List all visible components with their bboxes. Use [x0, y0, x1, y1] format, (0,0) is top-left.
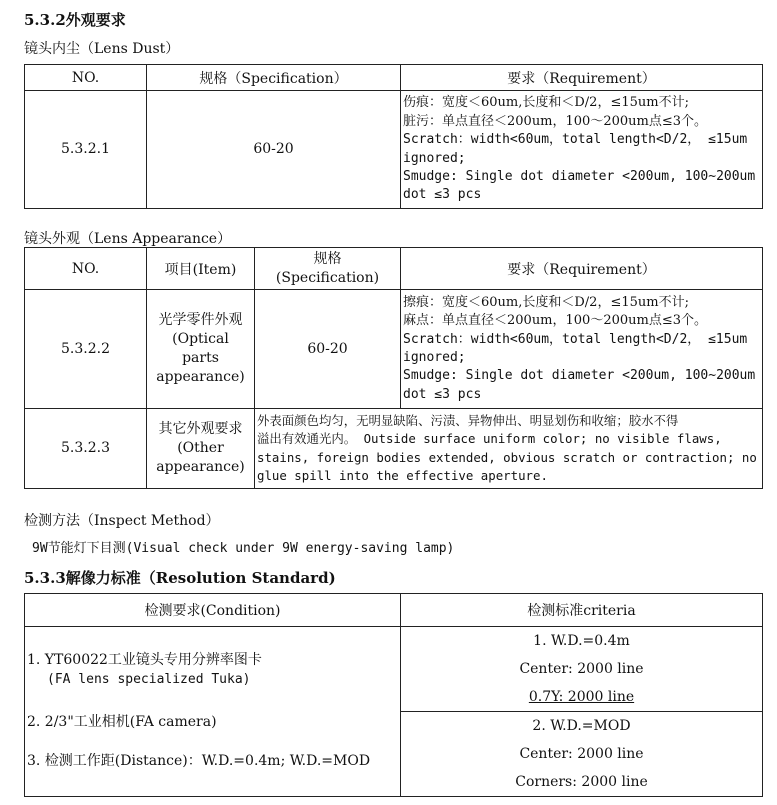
req-line: 麻点：单点直径＜200um，100～200um点≤3个。: [403, 313, 708, 329]
req-line: 脏污：单点直径＜200um，100～200um点≤3个。: [403, 113, 708, 129]
table-row: [25, 290, 763, 409]
item-line: 其它外观要求: [158, 421, 243, 437]
req-line: Smudge: Single dot diameter <200um, 100~200um: [403, 368, 756, 384]
criteria-line: Corners: 2000 line: [515, 774, 648, 790]
criteria-cell-a: [401, 627, 763, 712]
lens-dust-label: 镜头内尘（Lens Dust）: [24, 41, 180, 57]
req-line: 溢出有效通光内。 Outside surface uniform color; no visible flaws,: [257, 431, 722, 447]
criteria-line: 2. W.D.=MOD: [532, 718, 631, 734]
col-header-condition: 检测要求(Condition): [25, 594, 401, 627]
item-line: (Other: [177, 440, 224, 456]
inspect-method-label: 检测方法（Inspect Method）: [24, 513, 220, 529]
col-header-item: 项目(Item): [147, 248, 255, 290]
criteria-line: 1. W.D.=0.4m: [533, 633, 630, 649]
col-header-req: 要求（Requirement）: [401, 65, 763, 91]
col-header-criteria: 检测标准criteria: [401, 594, 763, 627]
col-header-spec: 规格（Specification）: [147, 65, 401, 91]
req-line: 外表面颜色均匀，无明显缺陷、污渍、异物伸出、明显划伤和收缩；胶水不得: [257, 412, 679, 428]
row-no: 5.3.2.2: [25, 290, 147, 409]
item-line: parts: [182, 350, 219, 366]
item-line: appearance): [156, 459, 245, 475]
lens-dust-table: [24, 64, 763, 209]
criteria-cell-b: [401, 712, 763, 797]
req-line: stains, foreign bodies extended, obvious scratch or contraction; no: [257, 449, 757, 465]
condition-line: 1. YT60022工业镜头专用分辨率图卡: [27, 652, 262, 668]
lens-appearance-label: 镜头外观（Lens Appearance）: [24, 231, 232, 247]
lens-appearance-table: [24, 247, 763, 489]
req-line: Scratch：width<60um，total length<D/2， ≤15um: [403, 132, 748, 148]
criteria-line: Center: 2000 line: [519, 661, 644, 677]
req-line: ignored;: [403, 350, 466, 365]
req-line: dot ≤3 pcs: [403, 386, 482, 402]
section-532-heading: 5.3.2外观要求: [24, 11, 126, 29]
row-spec: 60-20: [147, 91, 401, 209]
req-line: ignored;: [403, 150, 466, 166]
row-item: [147, 409, 255, 489]
row-requirement: [401, 91, 763, 209]
condition-2: 2. 2/3"工业相机(FA camera): [27, 714, 217, 730]
col-header-no: NO.: [25, 65, 147, 91]
col-header-no: NO.: [25, 248, 147, 290]
resolution-table: [24, 593, 763, 797]
spec-header-line: (Specification): [275, 269, 380, 286]
item-line: 光学零件外观: [158, 312, 243, 328]
req-line: 擦痕：宽度＜60um,长度和＜D/2，≤15um不计;: [403, 294, 689, 310]
row-no: 5.3.2.3: [25, 409, 147, 489]
table-row: [25, 409, 763, 489]
spec-header-line: 规格: [313, 250, 342, 267]
req-line: 伤痕：宽度＜60um,长度和＜D/2，≤15um不计;: [403, 95, 689, 111]
req-line: glue spill into the effective aperture.: [257, 467, 548, 483]
table-row: [25, 627, 763, 712]
row-requirement: [401, 290, 763, 409]
conditions-cell: [25, 627, 401, 797]
criteria-line: Center: 2000 line: [519, 746, 644, 762]
req-line: Scratch：width<60um，total length<D/2， ≤15um: [403, 331, 748, 347]
condition-1: [27, 651, 400, 689]
row-no: 5.3.2.1: [25, 91, 147, 209]
condition-line: (FA lens specialized Tuka): [47, 672, 251, 687]
col-header-spec: [255, 248, 401, 290]
table-row: [25, 91, 763, 209]
col-header-req: 要求（Requirement）: [401, 248, 763, 290]
row-requirement: [255, 409, 763, 489]
section-533-heading: 5.3.3解像力标准（Resolution Standard): [24, 569, 336, 587]
row-item: [147, 290, 255, 409]
condition-3: 3. 检测工作距(Distance)：W.D.=0.4m; W.D.=MOD: [27, 753, 371, 769]
item-line: appearance): [156, 369, 245, 385]
inspect-method-text: 9W节能灯下目测(Visual check under 9W energy-saving lamp): [32, 541, 455, 556]
row-spec: 60-20: [255, 290, 401, 409]
item-line: (Optical: [172, 331, 229, 347]
req-line: Smudge: Single dot diameter <200um, 100~200um: [403, 168, 756, 184]
criteria-line: 0.7Y: 2000 line: [528, 689, 635, 705]
req-line: dot ≤3 pcs: [403, 187, 482, 203]
